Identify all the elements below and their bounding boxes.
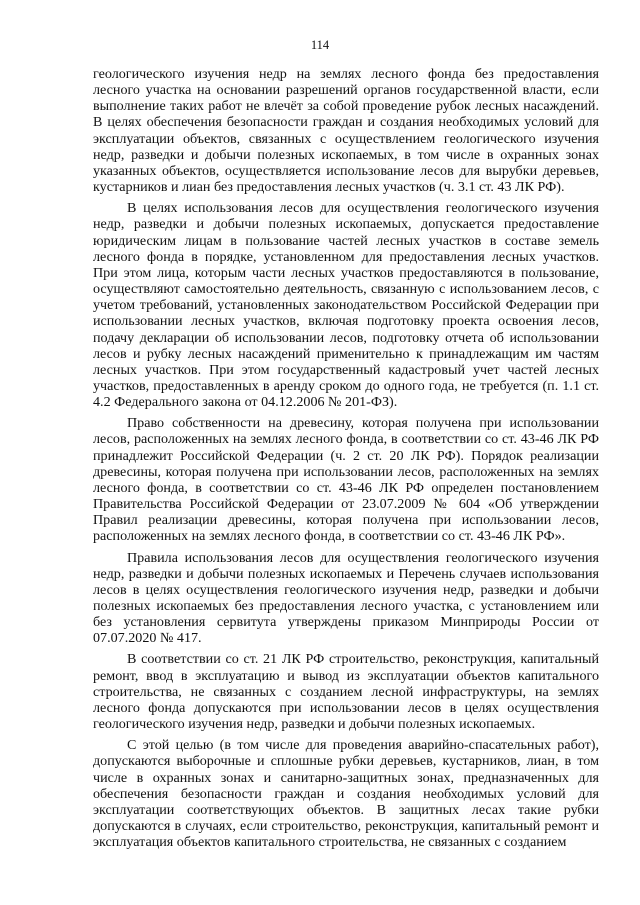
paragraph-1: геологического изучения недр на землях лесного фонда без предоставления лесного участка на основании разрешений органов государственной власти, если выполнение таких работ не влечёт за собой проведение рубок лесных насаждений. В целях обеспечения безопасности граждан и создания необходимых условий для эксплуатации объектов, связанных с осуществлением геологического изучения недр, разведки и добычи полезных ископаемых, в том числе в охранных зонах указанных объектов, осуществляется использование лесов для вырубки деревьев, кустарников и лиан без предоставления лесных участков (ч. 3.1 ст. 43 ЛК РФ). bbox=[93, 66, 599, 196]
page-number: 114 bbox=[310, 38, 330, 52]
paragraph-2: В целях использования лесов для осуществления геологического изучения недр, разведки и добычи полезных ископаемых, допускается предоставление юридическим лицам в пользование частей лесных участков в составе земель лесного фонда в порядке, установленном для предоставления лесных участков. При этом лица, которым части лесных участков предоставляются в пользование, осуществляют самостоятельно деятельность, связанную с использованием лесов, с учетом требований, установленных законодательством Российской Федерации при использовании лесных участков, включая подготовку проекта освоения лесов, подачу декларации об использовании лесов, подготовку отчета об использовании лесов и рубку лесных насаждений применительно к принадлежащим им частям лесных участков. При этом государственный кадастровый учет частей лесных участков, предоставленных в аренду сроком до одного года, не требуется (п. 1.1 ст. 4.2 Федерального закона от 04.12.2006 № 201-ФЗ). bbox=[93, 200, 599, 411]
document-body bbox=[93, 66, 599, 855]
paragraph-4: Правила использования лесов для осуществления геологического изучения недр, разведки и добычи полезных ископаемых и Перечень случаев использования лесов в целях осуществления геологического изучения недр, разведки и добычи полезных ископаемых без предоставления лесного участка, с установлением или без установления сервитута утверждены приказом Минприроды России от 07.07.2020 № 417. bbox=[93, 549, 599, 647]
paragraph-3: Право собственности на древесину, которая получена при использовании лесов, расположенных на землях лесного фонда, в соответствии со ст. 43-46 ЛК РФ принадлежит Российской Федерации (ч. 2 ст. 20 ЛК РФ). Порядок реализации древесины, которая получена при использовании лесов, расположенных на землях лесного фонда, в соответствии со ст. 43-46 ЛК РФ определен постановлением Правительства Российской Федерации от 23.07.2009 № 604 «Об утверждении Правил реализации древесины, которая получена при использовании лесов, расположенных на землях лесного фонда, в соответствии со ст. 43-46 ЛК РФ». bbox=[93, 415, 599, 545]
paragraph-5: В соответствии со ст. 21 ЛК РФ строительство, реконструкция, капитальный ремонт, ввод в эксплуатацию и вывод из эксплуатации объектов капитального строительства, не связанных с созданием лесной инфраструктуры, на землях лесного фонда допускаются при использовании лесов в целях осуществления геологического изучения недр, разведки и добычи полезных ископаемых. bbox=[93, 651, 599, 733]
paragraph-6: С этой целью (в том числе для проведения аварийно-спасательных работ), допускаются выборочные и сплошные рубки деревьев, кустарников, лиан, в том числе в охранных зонах и санитарно-защитных зонах, предназначенных для обеспечения безопасности граждан и создания необходимых условий для эксплуатации соответствующих объектов. В защитных лесах такие рубки допускаются в случаях, если строительство, реконструкция, капитальный ремонт и эксплуатация объектов капитального строительства, не связанных с созданием bbox=[93, 737, 599, 851]
